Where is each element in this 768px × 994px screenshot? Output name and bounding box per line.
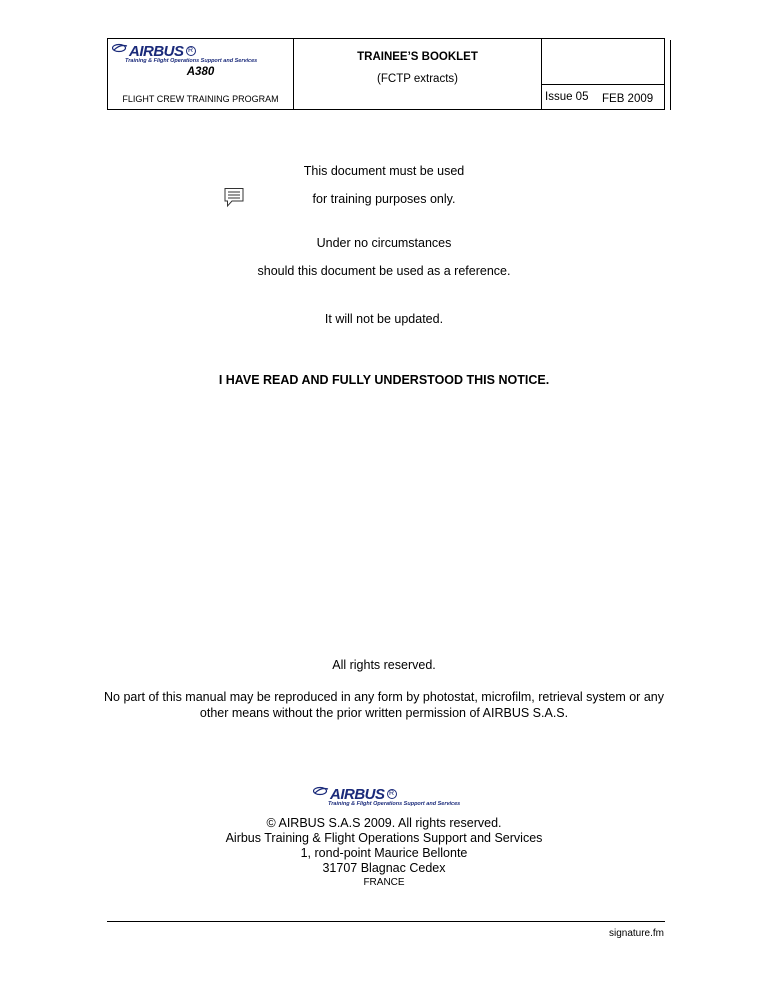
document-title: TRAINEE’S BOOKLET — [357, 51, 478, 63]
airbus-swoosh-icon — [313, 786, 329, 796]
notice-line: should this document be used as a reference. — [257, 264, 511, 278]
brand-name: AIRBUS — [129, 43, 184, 60]
airbus-logo — [112, 43, 258, 64]
notice-line: for training purposes only. — [312, 192, 456, 206]
notice-line: This document must be used — [303, 164, 465, 178]
registered-mark: R — [387, 789, 397, 799]
rights-paragraph: No part of this manual may be reproduced in any form by photostat, microfilm, retrieval system or any other means without the prior written permission of AIRBUS S.A.S. — [104, 690, 664, 720]
program-label: FLIGHT CREW TRAINING PROGRAM — [122, 94, 279, 104]
address-line: 31707 Blagnac Cedex — [322, 861, 446, 875]
document-subtitle: (FCTP extracts) — [377, 73, 458, 85]
footer-filename: signature.fm — [608, 928, 664, 939]
notice-line: Under no circumstances — [316, 236, 452, 250]
header-divider — [541, 39, 542, 109]
notice-line: It will not be updated. — [324, 312, 444, 326]
brand-tagline: Training & Flight Operations Support and Services — [125, 58, 258, 64]
issue-label: Issue 05 — [545, 91, 589, 103]
airbus-logo — [313, 786, 461, 807]
brand-name: AIRBUS — [330, 786, 385, 803]
brand-tagline: Training & Flight Operations Support and Services — [328, 801, 461, 807]
acknowledge-notice: I HAVE READ AND FULLY UNDERSTOOD THIS NOTICE. — [218, 373, 550, 387]
registered-mark: R — [186, 46, 196, 56]
header-edge — [670, 40, 671, 110]
copyright: © AIRBUS S.A.S 2009. All rights reserved. — [266, 816, 502, 830]
header-divider — [541, 84, 664, 85]
country: FRANCE — [363, 877, 405, 888]
rights-reserved: All rights reserved. — [332, 658, 436, 672]
organization: Airbus Training & Flight Operations Support and Services — [225, 831, 543, 845]
airbus-swoosh-icon — [112, 43, 128, 53]
issue-date: FEB 2009 — [602, 93, 654, 105]
footer-rule — [107, 921, 665, 922]
address-line: 1, rond-point Maurice Bellonte — [300, 846, 468, 860]
aircraft-label: A380 — [186, 66, 215, 78]
header-table — [107, 38, 665, 110]
